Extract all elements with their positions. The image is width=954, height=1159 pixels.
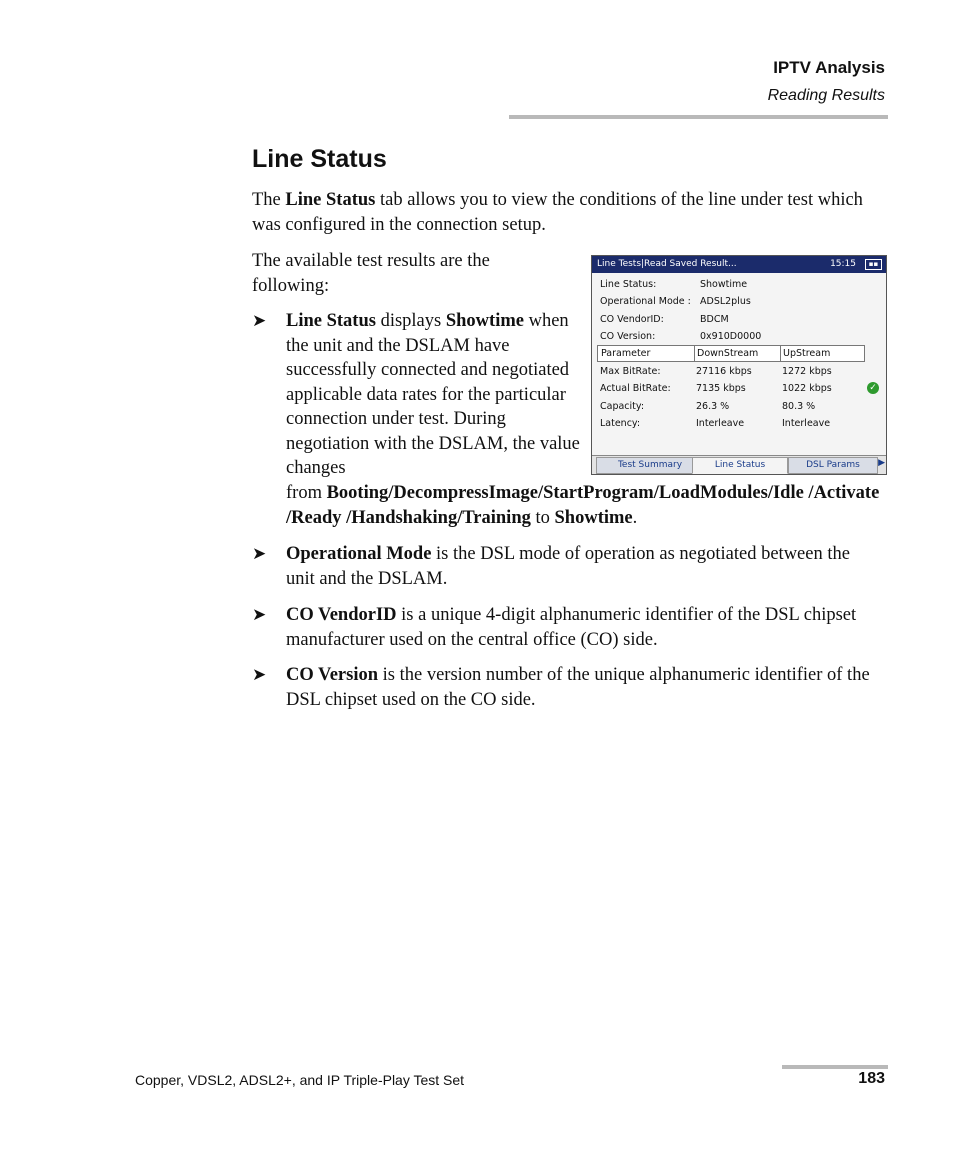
table-cell: 27116 kbps [696, 366, 752, 377]
list-item-text [286, 542, 872, 591]
bullet-text: is the DSL mode of operation as negotiated between the unit and the DSLAM. [286, 544, 850, 589]
device-title-bar [592, 256, 886, 273]
table-cell: Actual BitRate: [600, 383, 671, 394]
list-item [252, 542, 872, 591]
check-icon: ✓ [867, 382, 879, 394]
intro-text-after: tab allows you to view the conditions of the line under test which was configured in the connection setup. [252, 190, 863, 235]
device-clock: 15:15 [830, 259, 856, 269]
bullet-text: is a unique 4-digit alphanumeric identifier of the DSL chipset manufacturer used on the central office (CO) side. [286, 605, 857, 650]
results-table-header [597, 345, 865, 362]
field-row-operational-mode [600, 296, 870, 312]
arrow-bullet-icon: ➤ [252, 665, 267, 684]
table-cell: 26.3 % [696, 401, 730, 412]
running-header-section: Reading Results [767, 87, 885, 104]
tab-dsl-params[interactable]: DSL Params [788, 457, 878, 474]
intro-bold-term: Line Status [285, 190, 376, 210]
list-item-text [286, 663, 872, 712]
bullet-text: when the unit and the DSLAM have successfully connected and negotiated applicable data rates for the particular connection under test. During negotiation with the DSLAM, the value changes [286, 311, 580, 478]
bullet-term: CO Version [286, 665, 379, 685]
bullet-term: Showtime [554, 507, 633, 528]
field-label: Line Status: [600, 279, 657, 290]
line-status-screenshot [591, 255, 887, 475]
page-title: Line Status [252, 145, 387, 173]
column-header-downstream: DownStream [694, 346, 779, 361]
field-value: ADSL2plus [700, 296, 751, 307]
table-cell: 1272 kbps [782, 366, 832, 377]
footer-rule [782, 1065, 888, 1069]
intro-paragraph [252, 188, 892, 237]
table-cell: 1022 kbps [782, 383, 832, 394]
bullet-term: Line Status [286, 311, 376, 331]
bullet-text: to [530, 507, 555, 528]
field-label: CO VendorID: [600, 314, 664, 325]
header-rule [509, 115, 888, 119]
device-window-title: Line Tests|Read Saved Result... [597, 259, 737, 269]
scroll-right-arrow-icon[interactable]: ▶ [878, 458, 885, 468]
table-cell: Max BitRate: [600, 366, 661, 377]
running-header-chapter: IPTV Analysis [773, 58, 885, 77]
table-cell: 7135 kbps [696, 383, 746, 394]
list-item-continuation [286, 481, 886, 530]
table-cell: Interleave [782, 418, 831, 429]
field-label: Operational Mode : [600, 296, 691, 307]
field-value: BDCM [700, 314, 729, 325]
intro-text-before: The [252, 190, 286, 210]
list-item-text [286, 603, 872, 652]
list-item-text [286, 309, 586, 481]
available-results-paragraph: The available test results are the following: [252, 251, 490, 296]
arrow-bullet-icon: ➤ [252, 311, 267, 330]
list-item [252, 663, 872, 712]
bullet-text: displays [375, 311, 446, 331]
table-cell: Capacity: [600, 401, 645, 412]
table-row [600, 401, 880, 417]
table-row [600, 418, 880, 434]
device-tab-bar [592, 455, 886, 474]
field-label: CO Version: [600, 331, 656, 342]
list-item [252, 603, 872, 652]
arrow-bullet-icon: ➤ [252, 605, 267, 624]
footer-product-name: Copper, VDSL2, ADSL2+, and IP Triple-Play Test Set [135, 1072, 465, 1088]
bullet-term: Showtime [445, 311, 524, 331]
bullet-term: Booting/DecompressImage/StartProgram/LoadModules/Idle /Activate /Ready /Handshaking/Training [286, 483, 880, 528]
field-row-line-status [600, 279, 870, 295]
battery-icon: ▪▪ [865, 259, 882, 270]
arrow-bullet-icon: ➤ [252, 544, 267, 563]
field-value: 0x910D0000 [700, 331, 762, 342]
bullet-text: from [286, 483, 327, 503]
page-number: 183 [858, 1070, 885, 1087]
column-header-upstream: UpStream [780, 346, 865, 361]
table-cell: Interleave [696, 418, 745, 429]
column-header-parameter: Parameter [601, 348, 651, 359]
field-row-co-vendorid [600, 314, 870, 330]
bullet-term: CO VendorID [286, 605, 397, 625]
bullet-text: is the version number of the unique alphanumeric identifier of the DSL chipset used on the CO side. [286, 665, 870, 710]
table-cell: 80.3 % [782, 401, 816, 412]
table-row [600, 366, 880, 382]
table-row [600, 383, 880, 399]
bullet-term: Operational Mode [286, 544, 432, 564]
table-cell: Latency: [600, 418, 641, 429]
tab-test-summary[interactable]: Test Summary [596, 457, 704, 474]
bullet-text: . [632, 507, 638, 528]
field-value: Showtime [700, 279, 748, 290]
tab-line-status[interactable]: Line Status [692, 457, 788, 474]
